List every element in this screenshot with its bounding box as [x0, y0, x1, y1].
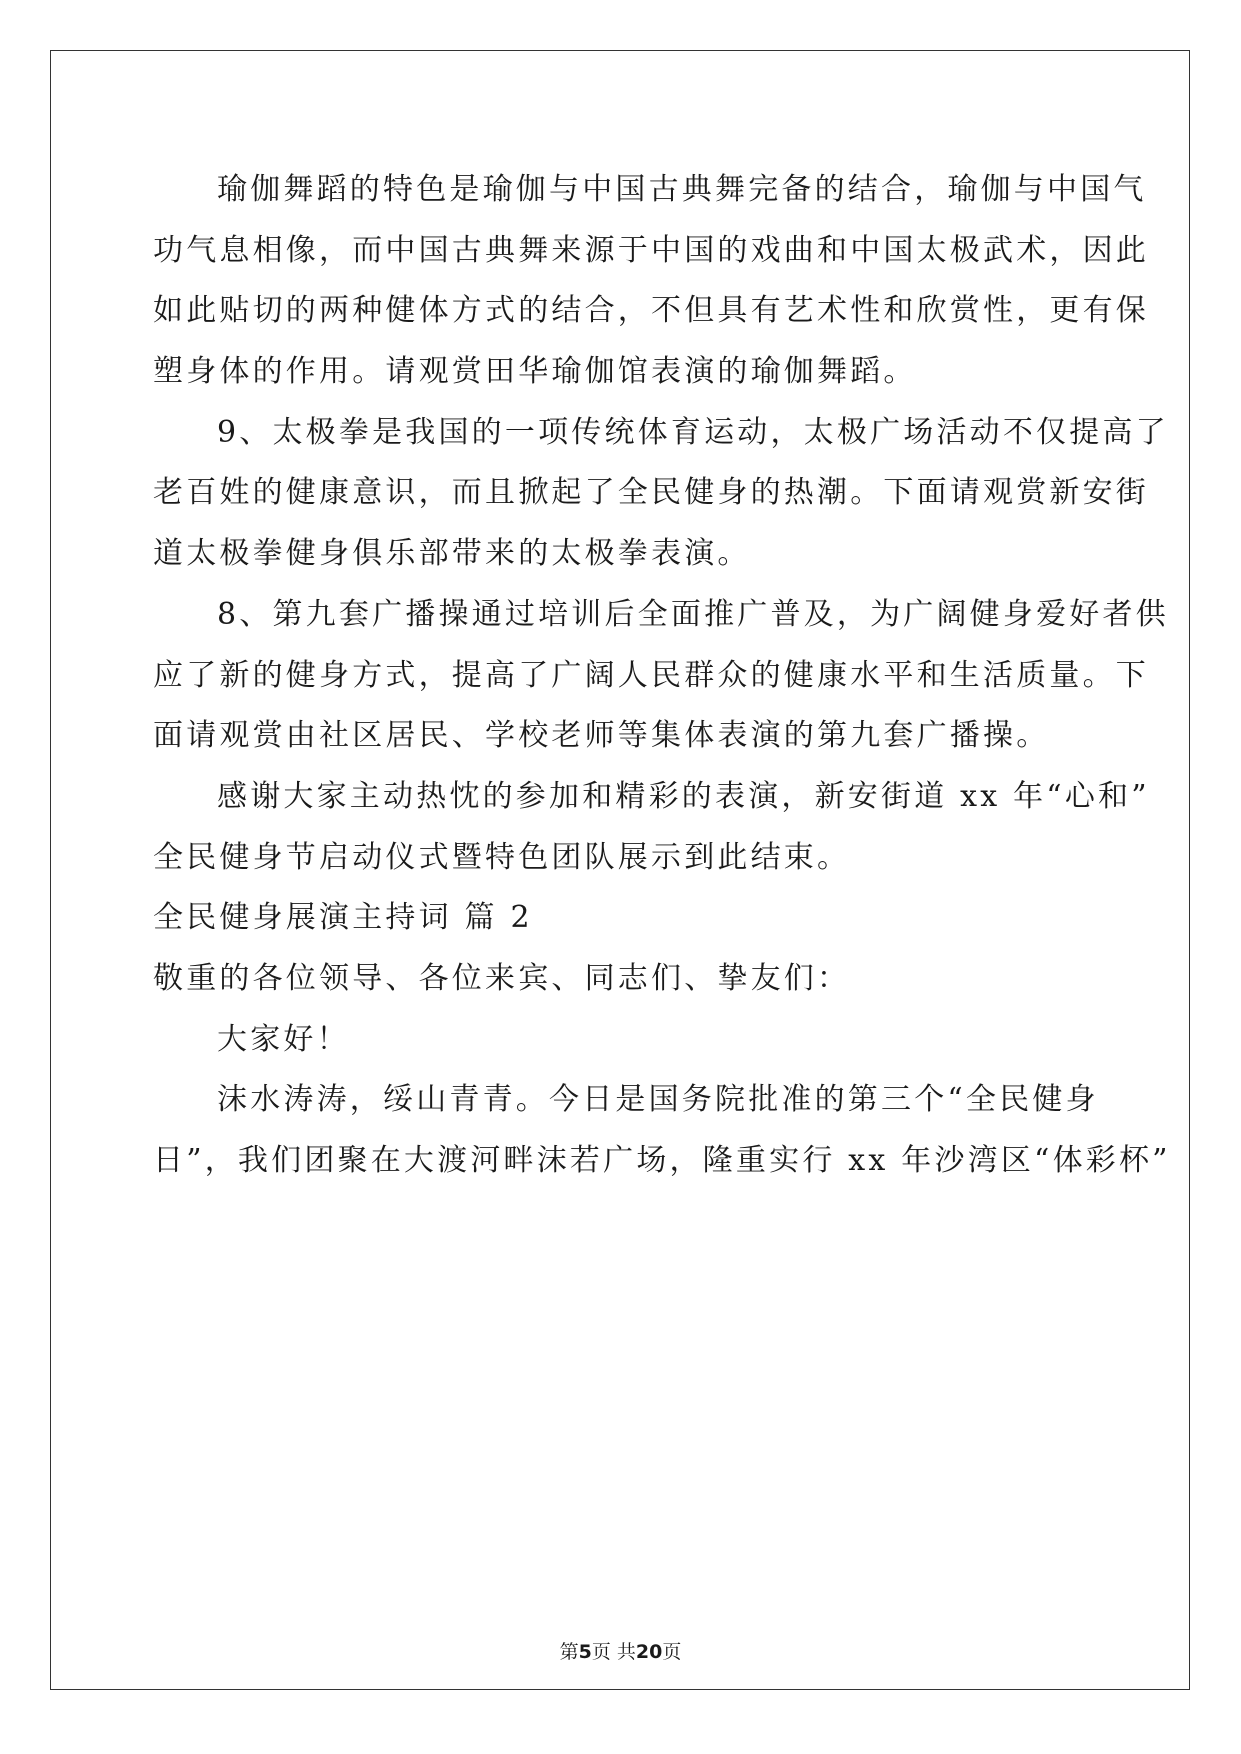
paragraph-line: 日”，我们团聚在大渡河畔沫若广场，隆重实行 xx 年沙湾区“体彩杯”	[153, 1143, 1171, 1178]
footer-middle: 页 共	[591, 1641, 636, 1663]
footer-prefix: 第	[559, 1641, 579, 1663]
section-heading: 全民健身展演主持词 篇 2	[153, 900, 533, 936]
total-page-count: 20	[635, 1641, 663, 1663]
paragraph-line: 塑身体的作用。请观赏田华瑜伽馆表演的瑜伽舞蹈。	[153, 354, 917, 390]
document-body	[153, 160, 1171, 1192]
paragraph-line: 感谢大家主动热忱的参加和精彩的表演，新安街道 xx 年“心和”	[217, 778, 1150, 814]
paragraph-line: 沫水涛涛，绥山青青。今日是国务院批准的第三个“全民健身	[217, 1082, 1099, 1118]
paragraph-line: 8、第九套广播操通过培训后全面推广普及，为广阔健身爱好者供	[217, 596, 1169, 632]
page-footer	[0, 1637, 1241, 1664]
paragraph-line: 如此贴切的两种健体方式的结合，不但具有艺术性和欣赏性，更有保	[153, 293, 1149, 329]
paragraph-line: 9、太极拳是我国的一项传统体育运动，太极广场活动不仅提高了	[217, 414, 1169, 450]
paragraph-line: 应了新的健身方式，提高了广阔人民群众的健康水平和生活质量。下	[153, 657, 1149, 693]
salutation: 敬重的各位领导、各位来宾、同志们、挚友们：	[153, 960, 851, 996]
paragraph-line: 道太极拳健身俱乐部带来的太极拳表演。	[153, 536, 751, 572]
paragraph-line: 面请观赏由社区居民、学校老师等集体表演的第九套广播操。	[153, 718, 1050, 754]
paragraph-line: 瑜伽舞蹈的特色是瑜伽与中国古典舞完备的结合，瑜伽与中国气	[217, 172, 1147, 207]
footer-suffix: 页	[662, 1641, 682, 1663]
greeting: 大家好！	[217, 1021, 350, 1057]
paragraph-line: 功气息相像，而中国古典舞来源于中国的戏曲和中国太极武术，因此	[153, 232, 1149, 268]
paragraph-line: 老百姓的健康意识，而且掀起了全民健身的热潮。下面请观赏新安街	[153, 475, 1149, 511]
paragraph-line: 全民健身节启动仪式暨特色团队展示到此结束。	[153, 839, 851, 875]
current-page-number: 5	[578, 1641, 592, 1663]
